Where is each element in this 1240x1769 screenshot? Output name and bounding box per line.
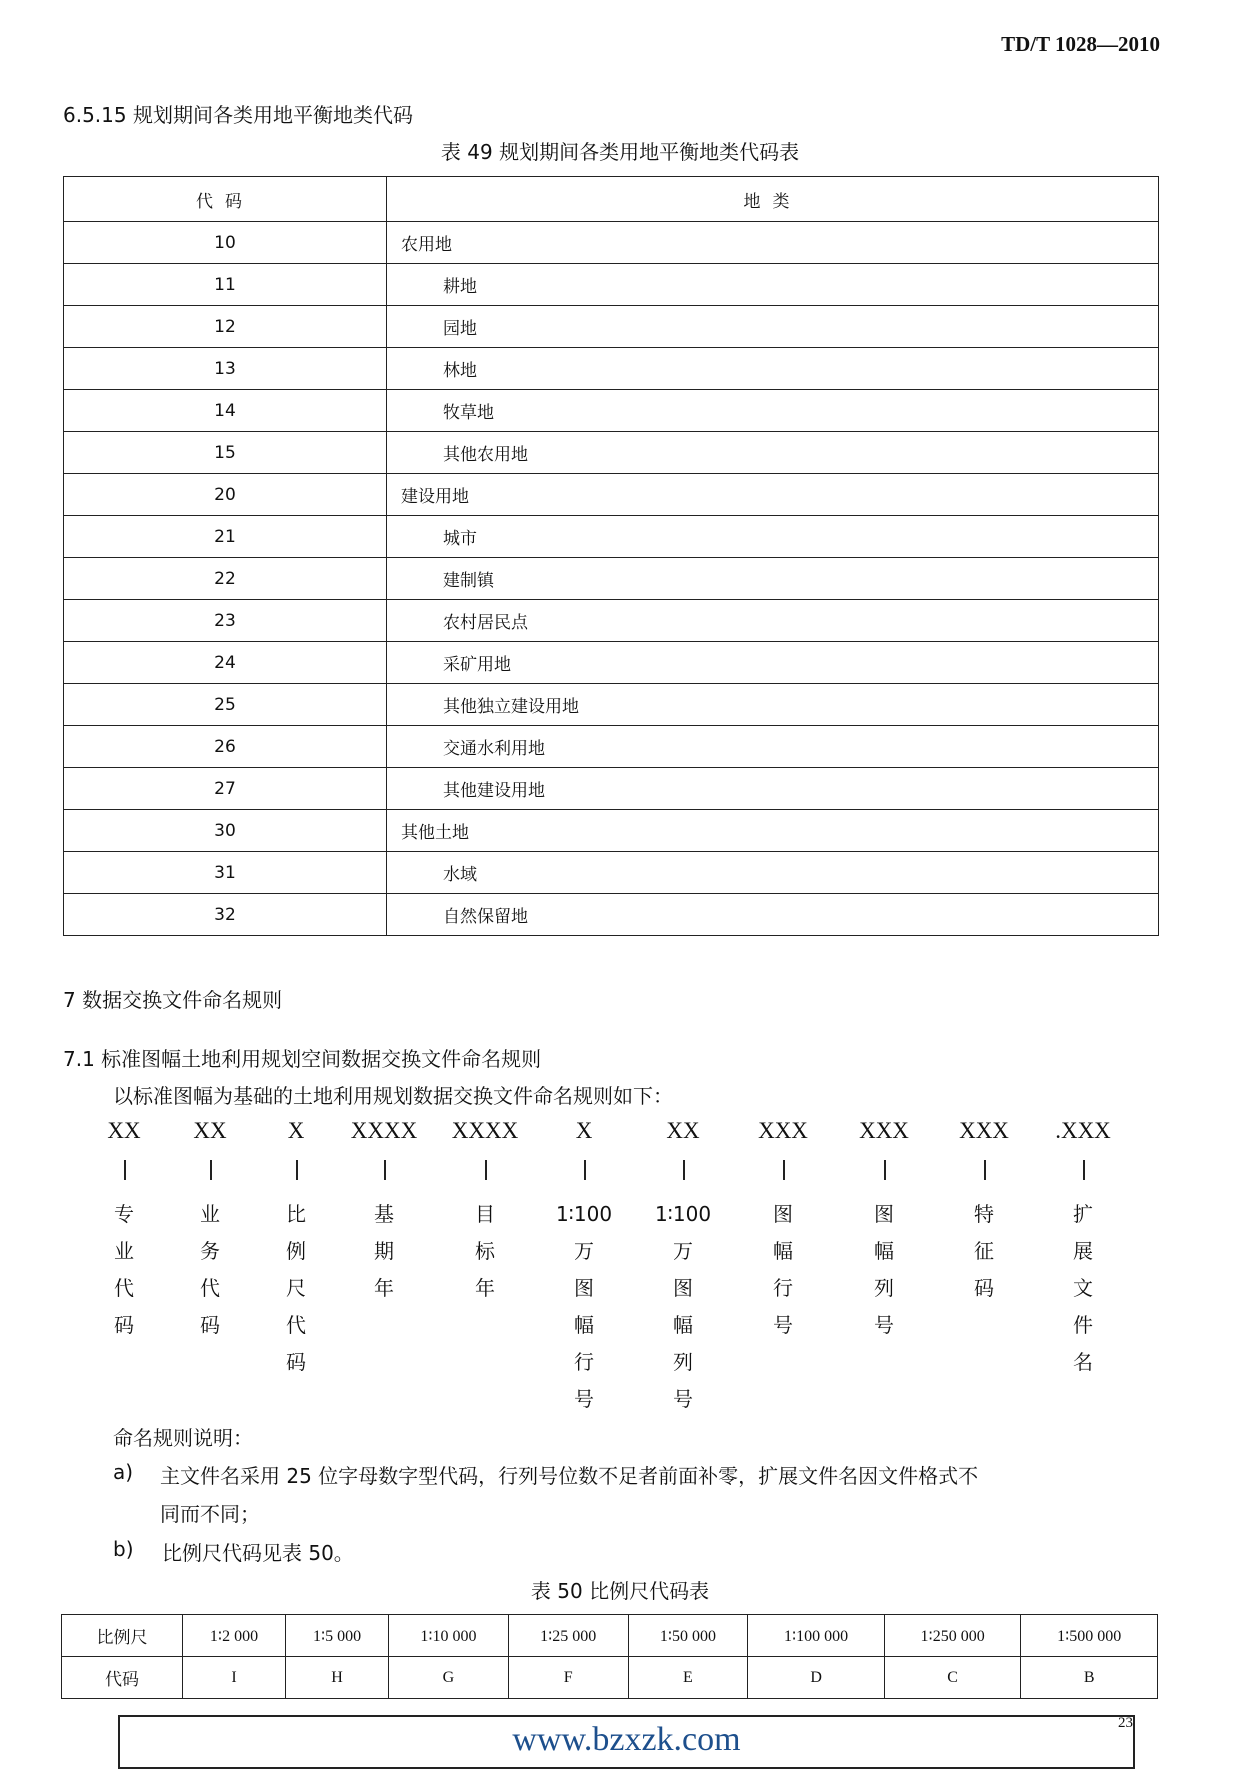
- field-code: X: [287, 1118, 305, 1143]
- section-7-1-heading: 7.1 标准图幅土地利用规划空间数据交换文件命名规则: [63, 1047, 542, 1071]
- table-row: [64, 684, 1159, 726]
- field-label: [435, 1196, 535, 1307]
- connector-line: [984, 1160, 986, 1180]
- connector-line: [884, 1160, 886, 1180]
- code-cell: 25: [64, 684, 387, 726]
- field-code: XX: [193, 1118, 227, 1143]
- field-label-char: 万: [574, 1239, 594, 1263]
- field-label-char: 号: [874, 1313, 894, 1337]
- field-label: [633, 1196, 733, 1418]
- field-label-char: 码: [200, 1313, 220, 1337]
- field-label-char: 文: [1073, 1276, 1093, 1300]
- field-code: XX: [107, 1118, 141, 1143]
- note-a-text-continued: 同而不同；: [160, 1502, 260, 1526]
- field-code: .XXX: [1055, 1118, 1111, 1143]
- scale-cell: 1∶5 000: [286, 1615, 389, 1657]
- category-cell: 水域: [387, 852, 1159, 894]
- field-label-char: 基: [374, 1202, 394, 1226]
- field-label-char: 行: [574, 1350, 594, 1374]
- scale-code-cell: C: [884, 1657, 1021, 1699]
- connector-line: [683, 1160, 685, 1180]
- field-code: XX: [666, 1118, 700, 1143]
- scale-code-cell: D: [748, 1657, 885, 1699]
- note-b-text: 比例尺代码见表 50。: [162, 1541, 354, 1565]
- field-label-char: 专: [114, 1202, 134, 1226]
- column-header-category: 地类: [387, 177, 1159, 222]
- field-label-char: 年: [374, 1276, 394, 1300]
- scale-cell: 1∶25 000: [508, 1615, 628, 1657]
- table-row: [64, 558, 1159, 600]
- category-cell: 农村居民点: [387, 600, 1159, 642]
- field-label-char: 图: [773, 1202, 793, 1226]
- page-number: 23: [1118, 1715, 1133, 1731]
- field-label-char: 务: [200, 1239, 220, 1263]
- website-link[interactable]: www.bzxzk.com: [512, 1721, 741, 1758]
- category-cell: 其他土地: [387, 810, 1159, 852]
- footer-box: [118, 1715, 1135, 1769]
- code-cell: 32: [64, 894, 387, 936]
- code-cell: 31: [64, 852, 387, 894]
- category-cell: 自然保留地: [387, 894, 1159, 936]
- field-label-char: 代: [286, 1313, 306, 1337]
- field-label-char: 码: [974, 1276, 994, 1300]
- field-label-char: 业: [114, 1239, 134, 1263]
- category-cell: 交通水利用地: [387, 726, 1159, 768]
- field-label-char: 业: [200, 1202, 220, 1226]
- field-code: X: [575, 1118, 593, 1143]
- code-cell: 10: [64, 222, 387, 264]
- field-label-char: 尺: [286, 1276, 306, 1300]
- table-row: [64, 432, 1159, 474]
- connector-line: [296, 1160, 298, 1180]
- column-header-code: 代码: [64, 177, 387, 222]
- code-cell: 13: [64, 348, 387, 390]
- table-row: [64, 348, 1159, 390]
- field-label-char: 件: [1073, 1313, 1093, 1337]
- connector-line: [1083, 1160, 1085, 1180]
- category-cell: 耕地: [387, 264, 1159, 306]
- scale-cell: 1∶50 000: [628, 1615, 748, 1657]
- field-label-char: 幅: [773, 1239, 793, 1263]
- code-cell: 11: [64, 264, 387, 306]
- field-label-char: 列: [874, 1276, 894, 1300]
- field-code: XXXX: [451, 1118, 519, 1143]
- field-label-char: 幅: [874, 1239, 894, 1263]
- field-label-char: 幅: [673, 1313, 693, 1337]
- scale-code-cell: E: [628, 1657, 748, 1699]
- field-label: [160, 1196, 260, 1344]
- section-6-5-15-heading: 6.5.15 规划期间各类用地平衡地类代码: [63, 103, 413, 127]
- table-row: [64, 768, 1159, 810]
- section-7-heading: 7 数据交换文件命名规则: [63, 988, 283, 1012]
- table-row: [64, 852, 1159, 894]
- code-cell: 20: [64, 474, 387, 516]
- field-label-char: 展: [1073, 1239, 1093, 1263]
- field-label-char: 例: [286, 1239, 306, 1263]
- connector-line: [485, 1160, 487, 1180]
- field-label-char: 代: [114, 1276, 134, 1300]
- category-cell: 农用地: [387, 222, 1159, 264]
- intro-text: 以标准图幅为基础的土地利用规划数据交换文件命名规则如下：: [113, 1084, 673, 1108]
- table-row: [64, 222, 1159, 264]
- field-label-char: 幅: [574, 1313, 594, 1337]
- connector-line: [124, 1160, 126, 1180]
- code-cell: 15: [64, 432, 387, 474]
- category-cell: 牧草地: [387, 390, 1159, 432]
- field-label-char: 号: [574, 1387, 594, 1411]
- field-label-char: 码: [286, 1350, 306, 1374]
- scale-code-cell: G: [389, 1657, 509, 1699]
- field-code: XXX: [859, 1118, 909, 1143]
- field-label-char: 万: [673, 1239, 693, 1263]
- table-row: [64, 390, 1159, 432]
- table-row: [64, 810, 1159, 852]
- category-cell: 采矿用地: [387, 642, 1159, 684]
- notes-title: 命名规则说明：: [113, 1426, 253, 1450]
- table-row: [64, 264, 1159, 306]
- category-cell: 城市: [387, 516, 1159, 558]
- code-cell: 21: [64, 516, 387, 558]
- field-label-char: 行: [773, 1276, 793, 1300]
- field-label-char: 1∶100: [555, 1202, 613, 1226]
- field-label: [733, 1196, 833, 1344]
- note-a-marker: a): [113, 1460, 134, 1484]
- category-cell: 建制镇: [387, 558, 1159, 600]
- field-label-char: 号: [773, 1313, 793, 1337]
- note-a-text: 主文件名采用 25 位字母数字型代码，行列号位数不足者前面补零，扩展文件名因文件格式不: [160, 1464, 979, 1488]
- field-label-char: 图: [574, 1276, 594, 1300]
- field-label-char: 列: [673, 1350, 693, 1374]
- scale-code-cell: F: [508, 1657, 628, 1699]
- category-cell: 林地: [387, 348, 1159, 390]
- connector-line: [584, 1160, 586, 1180]
- table-row: [64, 642, 1159, 684]
- document-number: TD/T 1028—2010: [1001, 32, 1160, 56]
- field-label: [334, 1196, 434, 1307]
- field-label-char: 期: [374, 1239, 394, 1263]
- field-label-char: 标: [475, 1239, 495, 1263]
- table-49-caption: 表 49 规划期间各类用地平衡地类代码表: [440, 140, 800, 164]
- field-label: [1033, 1196, 1133, 1381]
- field-label-char: 名: [1073, 1350, 1093, 1374]
- code-cell: 23: [64, 600, 387, 642]
- connector-line: [210, 1160, 212, 1180]
- scale-code-cell: H: [286, 1657, 389, 1699]
- connector-line: [384, 1160, 386, 1180]
- table-50: [61, 1614, 1158, 1699]
- field-label-char: 码: [114, 1313, 134, 1337]
- scale-code-cell: B: [1021, 1657, 1158, 1699]
- field-label: [246, 1196, 346, 1381]
- table-row: [64, 474, 1159, 516]
- field-label-char: 比: [286, 1202, 306, 1226]
- field-label: [934, 1196, 1034, 1307]
- table-row: [64, 894, 1159, 936]
- scale-cell: 1∶500 000: [1021, 1615, 1158, 1657]
- table-50-caption: 表 50 比例尺代码表: [530, 1579, 710, 1603]
- field-label-char: 目: [475, 1202, 495, 1226]
- field-label-char: 特: [974, 1202, 994, 1226]
- code-cell: 14: [64, 390, 387, 432]
- field-code: XXX: [959, 1118, 1009, 1143]
- field-label-char: 图: [673, 1276, 693, 1300]
- table-row: [64, 306, 1159, 348]
- field-code: XXX: [758, 1118, 808, 1143]
- table-row: [64, 600, 1159, 642]
- table-row: [64, 726, 1159, 768]
- code-cell: 24: [64, 642, 387, 684]
- note-b-marker: b): [113, 1537, 134, 1561]
- category-cell: 其他独立建设用地: [387, 684, 1159, 726]
- row-label-scale: 比例尺: [62, 1615, 183, 1657]
- scale-cell: 1∶2 000: [183, 1615, 286, 1657]
- scale-cell: 1∶250 000: [884, 1615, 1021, 1657]
- field-label-char: 1∶100: [654, 1202, 712, 1226]
- field-label: [74, 1196, 174, 1344]
- scale-cell: 1∶10 000: [389, 1615, 509, 1657]
- code-cell: 22: [64, 558, 387, 600]
- field-label-char: 号: [673, 1387, 693, 1411]
- field-label: [834, 1196, 934, 1344]
- category-cell: 建设用地: [387, 474, 1159, 516]
- field-label-char: 图: [874, 1202, 894, 1226]
- scale-code-cell: I: [183, 1657, 286, 1699]
- field-label: [534, 1196, 634, 1418]
- field-label-char: 年: [475, 1276, 495, 1300]
- table-row: [64, 516, 1159, 558]
- table-49: [63, 176, 1159, 936]
- field-label-char: 征: [974, 1239, 994, 1263]
- field-label-char: 代: [200, 1276, 220, 1300]
- category-cell: 园地: [387, 306, 1159, 348]
- field-code: XXXX: [350, 1118, 418, 1143]
- code-cell: 12: [64, 306, 387, 348]
- row-label-code: 代码: [62, 1657, 183, 1699]
- code-cell: 27: [64, 768, 387, 810]
- connector-line: [783, 1160, 785, 1180]
- category-cell: 其他农用地: [387, 432, 1159, 474]
- code-cell: 26: [64, 726, 387, 768]
- scale-cell: 1∶100 000: [748, 1615, 885, 1657]
- category-cell: 其他建设用地: [387, 768, 1159, 810]
- code-cell: 30: [64, 810, 387, 852]
- field-label-char: 扩: [1073, 1202, 1093, 1226]
